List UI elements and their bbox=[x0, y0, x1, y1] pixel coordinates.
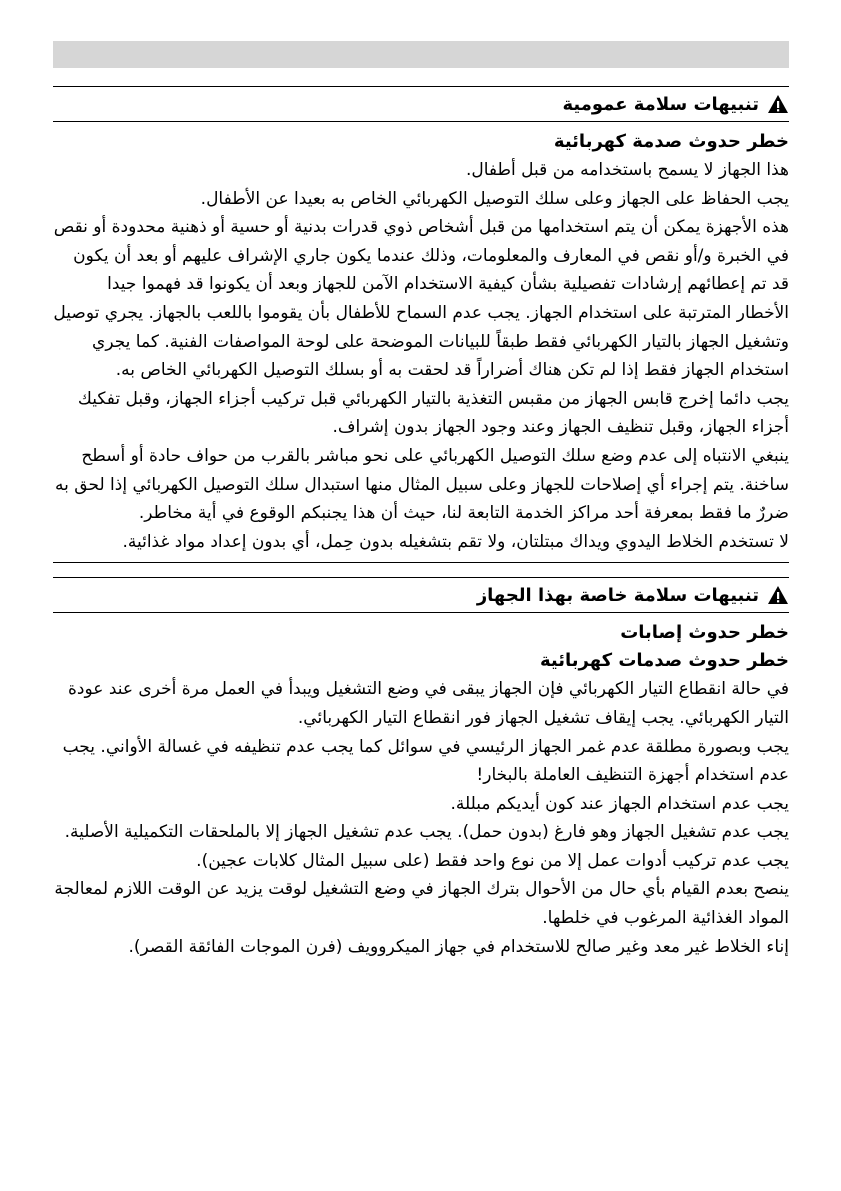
paragraph: في حالة انقطاع التيار الكهربائي فإن الجهاز يبقى في وضع التشغيل ويبدأ في العمل مرة أخرى عند عودة التيار الكهربائي. يجب إيقاف تشغيل الجهاز فور انقطاع التيار الكهربائي. bbox=[68, 679, 789, 728]
section-heading-general-safety bbox=[53, 86, 789, 122]
warning-triangle-icon bbox=[767, 585, 789, 605]
paragraph: يجب وبصورة مطلقة عدم غمر الجهاز الرئيسي في سوائل كما يجب عدم تنظيفه في غسالة الأواني. يجب عدم استخدام أجهزة التنظيف العاملة بالبخار! bbox=[62, 736, 789, 786]
section-heading-device-safety bbox=[53, 577, 789, 613]
paragraph: إناء الخلاط غير معد وغير صالح للاستخدام في جهاز الميكروويف (فرن الموجات الفائقة القصر). bbox=[128, 936, 789, 957]
header-bar bbox=[53, 41, 789, 68]
paragraph: يجب الحفاظ على الجهاز وعلى سلك التوصيل الكهربائي الخاص به بعيدا عن الأطفال. bbox=[200, 188, 789, 209]
paragraph: يجب عدم تشغيل الجهاز وهو فارغ (بدون حمل). يجب عدم تشغيل الجهاز إلا بالملحقات التكميلية الأصلية. bbox=[64, 822, 789, 843]
section-title: تنبيهات سلامة خاصة بهذا الجهاز bbox=[476, 584, 759, 606]
paragraph: يجب عدم تركيب أدوات عمل إلا من نوع واحد فقط (على سبيل المثال كلابات عجين). bbox=[196, 850, 789, 871]
document-page bbox=[53, 86, 789, 961]
paragraph: هذا الجهاز لا يسمح باستخدامه من قبل أطفال. bbox=[465, 160, 789, 180]
paragraph: يجب عدم استخدام الجهاز عند كون أيديكم مبللة. bbox=[450, 793, 789, 814]
subheading-electric-shocks: خطر حدوث صدمات كهربائية bbox=[539, 650, 789, 672]
paragraph: ينبغي الانتباه إلى عدم وضع سلك التوصيل الكهربائي على نحو مباشر بالقرب من حواف حادة أو أسطح ساخنة. يتم إجراء أي إصلاحات للجهاز وعلى سبيل المثال منها استبدال سلك التوصيل الكهربائي إذا لحق به ضررٌ ما فقط بمعرفة أحد مراكز الخدمة التابعة لنا، حيث أن هذا يجنبكم الوقوع في أية مخاطر. bbox=[55, 445, 789, 524]
subheading-injury: خطر حدوث إصابات bbox=[620, 622, 789, 644]
paragraph: ينصح بعدم القيام بأي حال من الأحوال بترك الجهاز في وضع التشغيل لوقت يزيد عن الوقت اللازم لمعالجة المواد الغذائية المرغوب في خلطها. bbox=[54, 879, 789, 929]
warning-triangle-icon bbox=[767, 94, 789, 114]
paragraph: يجب دائما إخرج قابس الجهاز من مقبس التغذية بالتيار الكهربائي قبل تركيب أجزاء الجهاز، وقبل تفكيك أجزاء الجهاز، وقبل تنظيف الجهاز وعند وجود الجهاز بدون إشراف. bbox=[77, 388, 789, 438]
section-title: تنبيهات سلامة عمومية bbox=[562, 93, 759, 115]
paragraph: هذه الأجهزة يمكن أن يتم استخدامها من قبل أشخاص ذوي قدرات بدنية أو حسية أو ذهنية محدودة أو نقص في الخبرة و/أو نقص في المعارف والمعلومات، وذلك عندما يكون جاري الإشراف عليهم أو بعد أن يكون قد تم إعطائهم إرشادات تفصيلية بشأن كيفية الاستخدام الآمن للجهاز وبعد أن يكونوا قد فهموا جيدا الأخطار المترتبة على استخدام الجهاز. يجب عدم السماح للأطفال بأن يقوموا باللعب بالجهاز. يجري توصيل وتشغيل الجهاز بالتيار الكهربائي فقط طبقاً للبيانات الموضحة على لوحة المواصفات الفنية. كما يجري استخدام الجهاز فقط إذا لم تكن هناك أضراراً قد لحقت به أو بسلك التوصيل الكهربائي الخاص به. bbox=[53, 217, 789, 381]
paragraph: لا تستخدم الخلاط اليدوي ويداك مبتلتان، ولا تقم بتشغيله بدون حِمل، أي بدون إعداد مواد غذائية. bbox=[53, 528, 789, 564]
subheading-electric-shock: خطر حدوث صدمة كهربائية bbox=[553, 131, 789, 152]
